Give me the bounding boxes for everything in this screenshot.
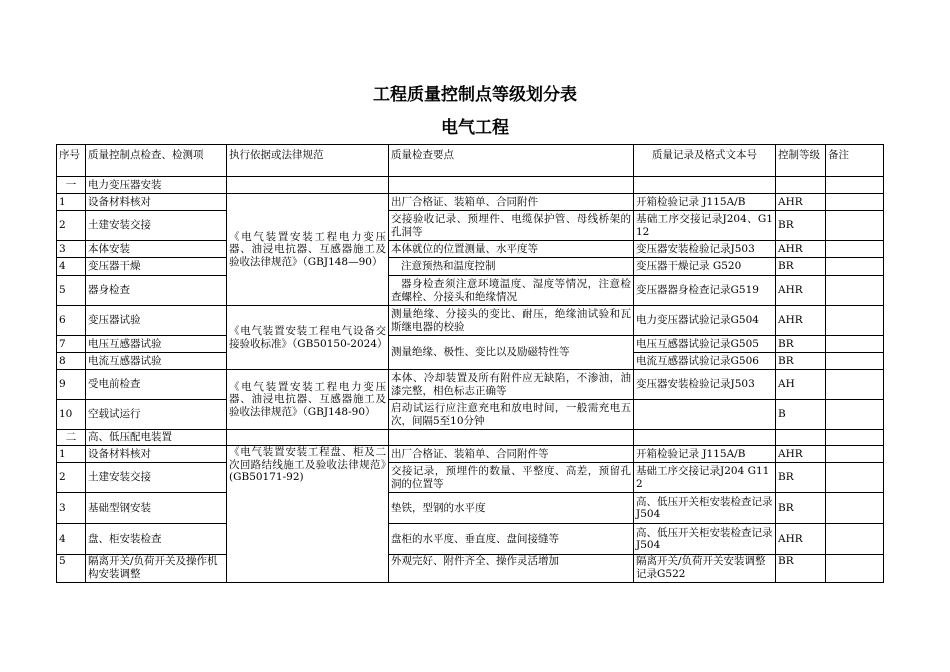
row-item: 盘、柜安装检查 bbox=[86, 524, 227, 555]
row-remark bbox=[826, 555, 884, 583]
row-item: 变压器试验 bbox=[86, 306, 227, 336]
row-no: 2 bbox=[57, 211, 86, 241]
row-no: 3 bbox=[57, 241, 86, 258]
row-remark bbox=[826, 258, 884, 276]
row-remark bbox=[826, 241, 884, 258]
row-record: 变压器器身检查记录G519 bbox=[634, 276, 776, 306]
header-no: 序号 bbox=[57, 145, 86, 177]
row-record: 电压互感器试验记录G505 bbox=[634, 336, 776, 353]
table-cell bbox=[826, 430, 884, 446]
row-level: AHR bbox=[776, 524, 826, 555]
row-remark bbox=[826, 306, 884, 336]
section-row bbox=[57, 177, 884, 194]
row-item: 电压互感器试验 bbox=[86, 336, 227, 353]
row-item: 变压器干燥 bbox=[86, 258, 227, 276]
section-name: 电力变压器安装 bbox=[86, 177, 227, 194]
row-no: 3 bbox=[57, 493, 86, 524]
header-standard: 执行依据或法律规范 bbox=[227, 145, 389, 177]
quality-control-table bbox=[56, 144, 884, 583]
table-cell bbox=[227, 177, 389, 194]
table-cell bbox=[826, 177, 884, 194]
row-remark bbox=[826, 493, 884, 524]
row-point: 垫铁，型钢的水平度 bbox=[389, 493, 634, 524]
table-row bbox=[57, 194, 884, 211]
header-level: 控制等级 bbox=[776, 145, 826, 177]
row-record: 开箱检验记录 J115A/B bbox=[634, 194, 776, 211]
header-item: 质量控制点检查、检测项 bbox=[86, 145, 227, 177]
row-level: BR bbox=[776, 258, 826, 276]
section-no: 一 bbox=[57, 177, 86, 194]
section-name: 高、低压配电装置 bbox=[86, 430, 227, 446]
row-remark bbox=[826, 211, 884, 241]
row-item: 隔离开关/负荷开关及操作机构安装调整 bbox=[86, 555, 227, 583]
row-remark bbox=[826, 524, 884, 555]
row-record: 变压器安装检验记录J503 bbox=[634, 370, 776, 400]
row-standard: 《电气装置安装工程电气设备交接验收标准》（GB50150-2024） bbox=[227, 306, 389, 370]
row-level: AHR bbox=[776, 241, 826, 258]
header-point: 质量检查要点 bbox=[389, 145, 634, 177]
document-title: 工程质量控制点等级划分表 bbox=[373, 85, 577, 105]
table-row bbox=[57, 258, 884, 276]
row-standard: 《电气装置安装工程电力变压器、油浸电抗器、互感器施工及验收法律规范》（GBJ148-90） bbox=[227, 370, 389, 430]
row-standard: 《电气装置安装工程盘、柜及二次回路结线施工及验收法律规范》(GB50171-92) bbox=[227, 446, 389, 583]
row-record: 电流互感器试验记录G506 bbox=[634, 353, 776, 370]
row-level: BR bbox=[776, 555, 826, 583]
table-row bbox=[57, 555, 884, 583]
table-row bbox=[57, 446, 884, 463]
row-point: 测量绝缘、极性、变比以及励磁特性等 bbox=[389, 336, 634, 370]
table-cell bbox=[776, 430, 826, 446]
row-record: 变压器安装检验记录J503 bbox=[634, 241, 776, 258]
header-record: 质量记录及格式文本号 bbox=[634, 145, 776, 177]
row-point: 出厂合格证、装箱单、合同附件等 bbox=[389, 446, 634, 463]
table-cell bbox=[389, 430, 634, 446]
header-remark: 备注 bbox=[826, 145, 884, 177]
row-no: 1 bbox=[57, 194, 86, 211]
row-no: 4 bbox=[57, 524, 86, 555]
row-remark bbox=[826, 353, 884, 370]
row-item: 土建安装交接 bbox=[86, 463, 227, 493]
row-point: 交接记录，预埋件的数量、平整度、高差，预留孔洞的位置等 bbox=[389, 463, 634, 493]
row-point: 本体就位的位置测量、水平度等 bbox=[389, 241, 634, 258]
table-cell bbox=[389, 177, 634, 194]
row-no: 4 bbox=[57, 258, 86, 276]
row-no: 5 bbox=[57, 555, 86, 583]
table-cell bbox=[776, 177, 826, 194]
row-point: 注意预热和温度控制 bbox=[389, 258, 634, 276]
row-remark bbox=[826, 400, 884, 430]
table-row bbox=[57, 306, 884, 336]
row-record: 隔离开关/负荷开关安装调整记录G522 bbox=[634, 555, 776, 583]
row-record: 基础工序交接记录J204、G112 bbox=[634, 211, 776, 241]
row-level: AHR bbox=[776, 194, 826, 211]
table-cell bbox=[634, 430, 776, 446]
row-remark bbox=[826, 194, 884, 211]
table-row bbox=[57, 493, 884, 524]
row-no: 5 bbox=[57, 276, 86, 306]
row-item: 基础型钢安装 bbox=[86, 493, 227, 524]
row-record bbox=[634, 400, 776, 430]
table-cell bbox=[634, 177, 776, 194]
row-item: 器身检查 bbox=[86, 276, 227, 306]
row-item: 受电前检查 bbox=[86, 370, 227, 400]
row-no: 9 bbox=[57, 370, 86, 400]
row-item: 土建安装交接 bbox=[86, 211, 227, 241]
row-level: BR bbox=[776, 336, 826, 353]
row-level: AHR bbox=[776, 276, 826, 306]
row-remark bbox=[826, 336, 884, 353]
row-remark bbox=[826, 276, 884, 306]
document-subtitle: 电气工程 bbox=[441, 118, 509, 138]
row-item: 电流互感器试验 bbox=[86, 353, 227, 370]
row-point: 交接验收记录、预埋件、电缆保护管、母线桥架的孔洞等 bbox=[389, 211, 634, 241]
row-record: 开箱检验记录 J115A/B bbox=[634, 446, 776, 463]
table-row bbox=[57, 463, 884, 493]
row-remark bbox=[826, 370, 884, 400]
row-record: 高、低压开关柜安装检查记录J504 bbox=[634, 524, 776, 555]
table-row bbox=[57, 400, 884, 430]
row-level: AHR bbox=[776, 306, 826, 336]
row-no: 6 bbox=[57, 306, 86, 336]
row-point: 测量绝缘、分接头的变比、耐压，绝缘油试验和瓦斯继电器的校验 bbox=[389, 306, 634, 336]
row-level: BR bbox=[776, 493, 826, 524]
row-no: 10 bbox=[57, 400, 86, 430]
table-row bbox=[57, 370, 884, 400]
row-point: 盘柜的水平度、垂直度、盘间接缝等 bbox=[389, 524, 634, 555]
row-level: B bbox=[776, 400, 826, 430]
row-level: AH bbox=[776, 370, 826, 400]
table-row bbox=[57, 336, 884, 353]
row-no: 7 bbox=[57, 336, 86, 353]
row-no: 2 bbox=[57, 463, 86, 493]
section-no: 二 bbox=[57, 430, 86, 446]
row-point: 器身检查须注意环境温度、湿度等情况，注意检查螺栓、分接头和绝缘情况 bbox=[389, 276, 634, 306]
row-record: 变压器干燥记录 G520 bbox=[634, 258, 776, 276]
row-level: BR bbox=[776, 463, 826, 493]
row-standard: 《电气装置安装工程电力变压器、油浸电抗器、互感器施工及验收法律规范》（GBJ148—90） bbox=[227, 194, 389, 306]
row-record: 高、低压开关柜安装检查记录J504 bbox=[634, 493, 776, 524]
row-item: 本体安装 bbox=[86, 241, 227, 258]
row-remark bbox=[826, 463, 884, 493]
row-point: 外观完好、附件齐全、操作灵活增加 bbox=[389, 555, 634, 583]
table-row bbox=[57, 276, 884, 306]
row-level: BR bbox=[776, 353, 826, 370]
row-item: 空载试运行 bbox=[86, 400, 227, 430]
table-row bbox=[57, 241, 884, 258]
row-no: 1 bbox=[57, 446, 86, 463]
row-level: AHR bbox=[776, 446, 826, 463]
row-point: 启动试运行应注意充电和放电时间，一般需充电五次，间隔5至10分钟 bbox=[389, 400, 634, 430]
row-point: 出厂合格证、装箱单、合同附件 bbox=[389, 194, 634, 211]
table-row bbox=[57, 524, 884, 555]
section-row bbox=[57, 430, 884, 446]
table-row bbox=[57, 211, 884, 241]
row-no: 8 bbox=[57, 353, 86, 370]
row-record: 电力变压器试验记录G504 bbox=[634, 306, 776, 336]
table-cell bbox=[227, 430, 389, 446]
row-item: 设备材料核对 bbox=[86, 446, 227, 463]
row-point: 本体、冷却装置及所有附件应无缺陷，不渗油，油漆完整，相色标志正确等 bbox=[389, 370, 634, 400]
row-remark bbox=[826, 446, 884, 463]
row-item: 设备材料核对 bbox=[86, 194, 227, 211]
row-record: 基础工序交接记录J204 G112 bbox=[634, 463, 776, 493]
row-level: BR bbox=[776, 211, 826, 241]
header-row bbox=[57, 145, 884, 177]
